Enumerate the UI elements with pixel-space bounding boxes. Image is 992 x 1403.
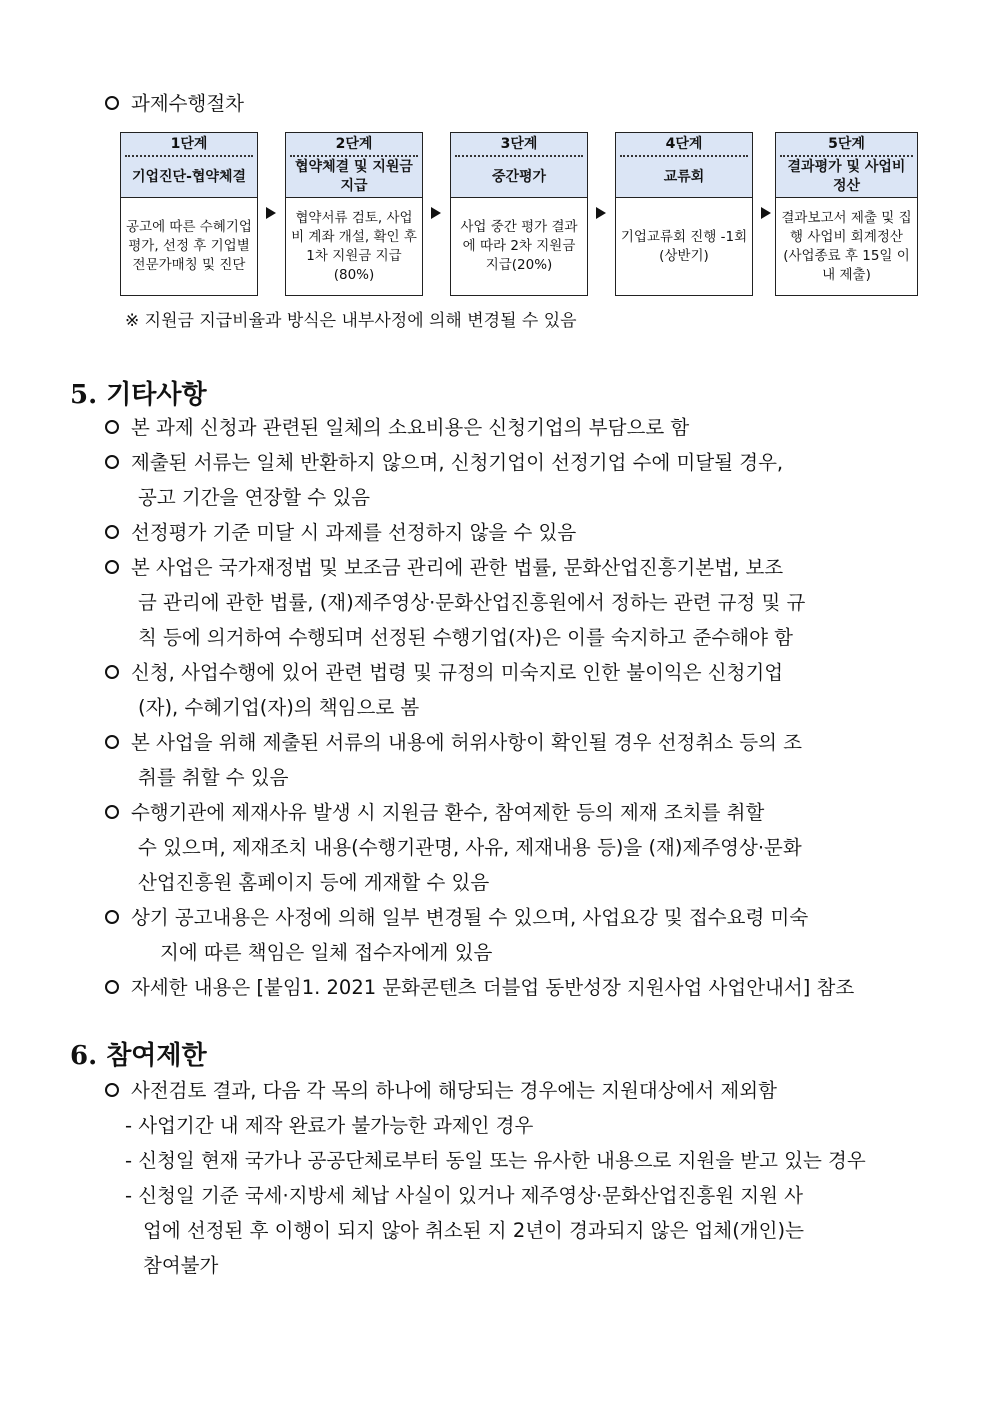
list-item — [105, 515, 925, 550]
step-header — [121, 133, 257, 198]
circle-bullet-icon — [105, 805, 119, 819]
circle-bullet-icon — [105, 980, 119, 994]
circle-bullet-icon — [105, 1083, 119, 1097]
step-box-4 — [615, 132, 753, 296]
list-item-text: 공고 기간을 연장할 수 있음 — [138, 486, 371, 509]
circle-bullet-icon — [105, 910, 119, 924]
step-title: 결과평가 및 사업비 정산 — [787, 159, 906, 194]
list-item-text: 제출된 서류는 일체 반환하지 않으며, 신청기업이 선정기업 수에 미달될 경우, — [131, 451, 784, 474]
step-description: 협약서류 검토, 사업비 계좌 개설, 확인 후 1차 지원금 지급(80%) — [291, 209, 417, 283]
list-item-text: 수행기관에 제재사유 발생 시 지원금 환수, 참여제한 등의 제재 조치를 취할 — [131, 801, 765, 824]
circle-bullet-icon — [105, 525, 119, 539]
arrow-right-icon — [266, 207, 276, 219]
step-header — [616, 133, 752, 198]
step-header — [451, 133, 587, 198]
list-item — [105, 445, 925, 515]
step-header — [776, 133, 917, 198]
section6-heading: 6. 참여제한 — [70, 1041, 207, 1071]
list-item — [105, 410, 925, 445]
list-item-text: (자), 수혜기업(자)의 책임으로 봄 — [138, 696, 420, 719]
list-item-text: 금 관리에 관한 법률, (재)제주영상·문화산업진흥원에서 정하는 관련 규정 및 규 — [138, 591, 806, 614]
list-item — [105, 655, 925, 725]
arrow-right-icon — [431, 207, 441, 219]
step-description: 사업 중간 평가 결과에 따라 2차 지원금 지급(20%) — [460, 219, 578, 273]
step-box-1 — [120, 132, 258, 296]
list-item-text: - 신청일 기준 국세·지방세 체납 사실이 있거나 제주영상·문화산업진흥원 지원 사 — [125, 1184, 804, 1207]
step-number: 4단계 — [665, 136, 703, 152]
list-item-text: - 신청일 현재 국가나 공공단체로부터 동일 또는 유사한 내용으로 지원을 받고 있는 경우 — [125, 1149, 866, 1172]
step-title: 중간평가 — [491, 168, 547, 185]
list-item-text: 취를 취할 수 있음 — [138, 766, 289, 789]
list-item-text: 산업진흥원 홈페이지 등에 게재할 수 있음 — [138, 871, 490, 894]
circle-bullet-icon — [105, 735, 119, 749]
list-item-text: 칙 등에 의거하여 수행되며 선정된 수행기업(자)은 이를 숙지하고 준수해야 함 — [138, 626, 793, 649]
step-title: 교류회 — [663, 168, 705, 185]
list-item-text: 수 있으며, 제재조치 내용(수행기관명, 사유, 제재내용 등)을 (재)제주영상·문화 — [138, 836, 802, 859]
step-header — [286, 133, 422, 198]
circle-bullet-icon — [105, 420, 119, 434]
list-item — [105, 900, 925, 970]
list-item-text: 본 사업을 위해 제출된 서류의 내용에 허위사항이 확인될 경우 선정취소 등의 조 — [131, 731, 802, 754]
circle-bullet-icon — [105, 455, 119, 469]
list-item-text: - 사업기간 내 제작 완료가 불가능한 과제인 경우 — [125, 1114, 534, 1137]
arrow-right-icon — [596, 207, 606, 219]
list-item — [105, 795, 925, 900]
step-title: 기업진단-협약체결 — [131, 168, 246, 185]
circle-bullet-icon — [105, 665, 119, 679]
list-item-text: 선정평가 기준 미달 시 과제를 선정하지 않을 수 있음 — [131, 521, 577, 544]
step-box-5 — [775, 132, 918, 296]
step-box-2 — [285, 132, 423, 296]
step-number: 2단계 — [335, 136, 373, 152]
list-item — [105, 1108, 925, 1143]
list-item — [105, 550, 925, 655]
arrow-right-icon — [761, 207, 771, 219]
list-item-text: 신청, 사업수행에 있어 관련 법령 및 규정의 미숙지로 인한 불이익은 신청기업 — [131, 661, 784, 684]
circle-bullet-icon — [105, 96, 119, 110]
step-number: 5단계 — [828, 136, 865, 152]
step-description: 기업교류회 진행 -1회(상반기) — [620, 228, 748, 264]
list-item-text: 업에 선정된 후 이행이 되지 않아 취소된 지 2년이 경과되지 않은 업체(개인)는 — [143, 1219, 804, 1242]
procedure-title: 과제수행절차 — [131, 92, 245, 115]
list-item-text: 상기 공고내용은 사정에 의해 일부 변경될 수 있으며, 사업요강 및 접수요령 미숙 — [131, 906, 809, 929]
list-item-text: 본 사업은 국가재정법 및 보조금 관리에 관한 법률, 문화산업진흥기본법, 보조 — [131, 556, 784, 579]
step-description: 결과보고서 제출 및 집행 사업비 회계정산 (사업종료 후 15일 이내 제출) — [781, 209, 912, 283]
list-item — [105, 1143, 925, 1178]
section6-intro: 사전검토 결과, 다음 각 목의 하나에 해당되는 경우에는 지원대상에서 제외함 — [131, 1079, 777, 1102]
step-title: 협약체결 및 지원금 지급 — [295, 159, 413, 194]
step-number: 3단계 — [500, 136, 538, 152]
section5-list — [105, 410, 925, 1005]
list-item-text: 참여불가 — [143, 1254, 219, 1277]
step-description: 공고에 따른 수혜기업 평가, 선정 후 기업별 전문가매칭 및 진단 — [126, 219, 252, 273]
procedure-title-line — [105, 86, 244, 121]
list-item — [105, 1178, 925, 1283]
list-item — [105, 725, 925, 795]
list-item-text: 자세한 내용은 [붙임1. 2021 문화콘텐츠 더블업 동반성장 지원사업 사업안내서] 참조 — [131, 976, 855, 999]
list-item-text: 지에 따른 책임은 일체 접수자에게 있음 — [160, 941, 493, 964]
procedure-note: ※ 지원금 지급비율과 방식은 내부사정에 의해 변경될 수 있음 — [125, 311, 577, 331]
step-box-3 — [450, 132, 588, 296]
list-item — [105, 970, 925, 1005]
step-number: 1단계 — [170, 136, 208, 152]
section6-list — [105, 1073, 925, 1283]
circle-bullet-icon — [105, 560, 119, 574]
section6-intro-line — [105, 1073, 925, 1108]
section5-heading: 5. 기타사항 — [70, 380, 207, 410]
list-item-text: 본 과제 신청과 관련된 일체의 소요비용은 신청기업의 부담으로 함 — [131, 416, 690, 439]
